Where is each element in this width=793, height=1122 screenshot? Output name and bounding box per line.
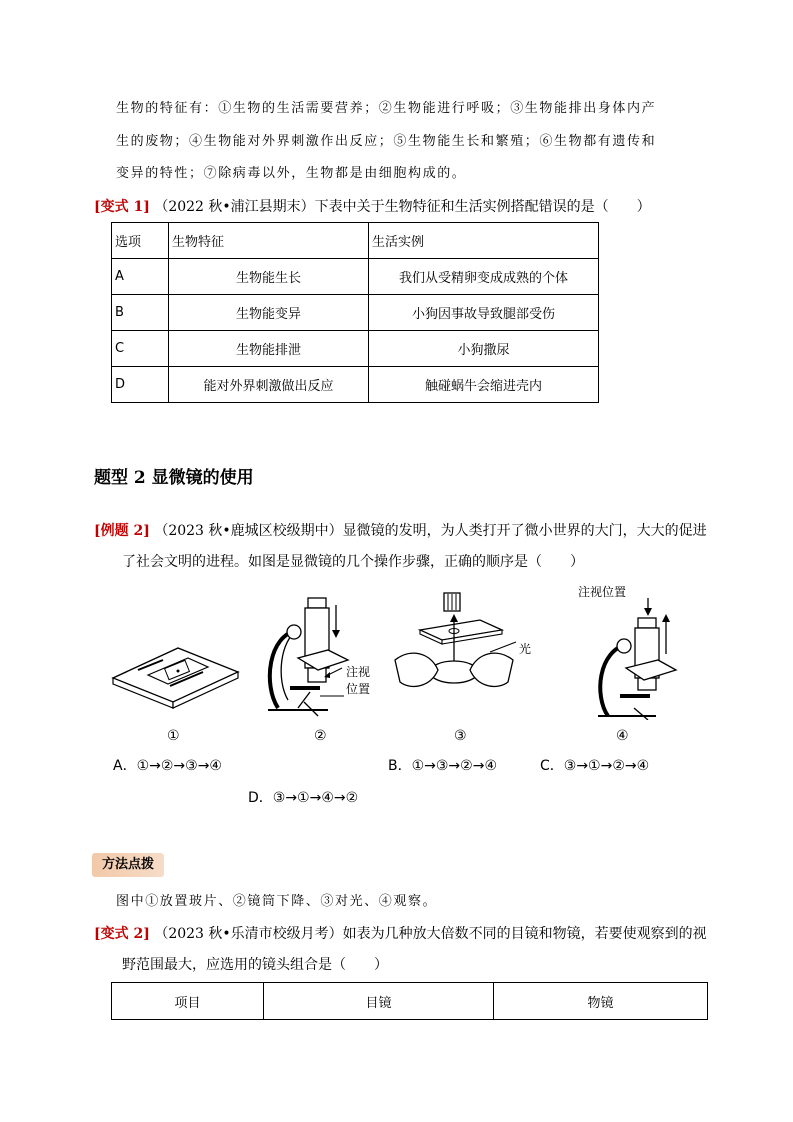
lens-table <box>111 982 708 1020</box>
option-d: D．③→①→④→② <box>248 790 359 806</box>
table-header-row <box>112 983 708 1020</box>
method-text: 图中①放置玻片、②镜筒下降、③对光、④观察。 <box>116 894 438 909</box>
table-cell: 生物能生长 <box>169 259 369 295</box>
explanation-line-3: 变异的特性；⑦除病毒以外，生物都是由细胞构成的。 <box>116 166 467 181</box>
annot-watch-2: 位置 <box>346 682 371 696</box>
table-cell: C <box>112 331 169 367</box>
table-cell: 触碰蜗牛会缩进壳内 <box>369 367 599 403</box>
option-a: A．①→②→③→④ <box>113 758 222 774</box>
section-heading: 题型 2 显微镜的使用 <box>94 468 254 488</box>
example2-line-1 <box>94 521 707 541</box>
table-header-cell: 目镜 <box>264 983 494 1020</box>
example2-text: （2023 秋•鹿城区校级期中）显微镜的发明，为人类打开了微小世界的大门，大大的促进 <box>154 523 707 539</box>
light-adjust-figure <box>390 590 540 700</box>
variant1-text: （2022 秋•浦江县期末）下表中关于生物特征和生活实例搭配错误的是（ ） <box>154 199 651 215</box>
table-cell: B <box>112 295 169 331</box>
variant2-text: （2023 秋•乐清市校级月考）如表为几种放大倍数不同的目镜和物镜，若要使观察到的视 <box>154 926 707 942</box>
figure-label-3: ③ <box>454 728 467 744</box>
table-row <box>112 295 599 331</box>
variant2-line-1 <box>94 924 707 944</box>
explanation-line-1: 生物的特征有：①生物的生活需要营养；②生物能进行呼吸；③生物能排出身体内产 <box>116 101 657 116</box>
variant2-tag: [变式 2] <box>94 926 150 942</box>
variant1-question <box>94 197 651 217</box>
table-header-cell: 生活实例 <box>369 223 599 259</box>
slide-placement-figure <box>108 620 243 710</box>
table-cell: D <box>112 367 169 403</box>
table-header-cell: 选项 <box>112 223 169 259</box>
table-cell: 能对外界刺激做出反应 <box>169 367 369 403</box>
figure-label-4: ④ <box>616 728 629 744</box>
option-b: B．①→③→②→④ <box>388 758 497 774</box>
explanation-line-2: 生的废物；④生物能对外界刺激作出反应；⑤生物能生长和繁殖；⑥生物都有遗传和 <box>116 134 657 149</box>
trait-example-table <box>111 222 599 403</box>
table-cell: 小狗撒尿 <box>369 331 599 367</box>
table-cell: 我们从受精卵变成成熟的个体 <box>369 259 599 295</box>
lower-tube-figure <box>258 590 388 720</box>
figure-label-2: ② <box>314 728 327 744</box>
observe-figure <box>580 598 690 720</box>
table-cell: 生物能排泄 <box>169 331 369 367</box>
annot-watch-top: 注视位置 <box>578 585 627 599</box>
table-row <box>112 367 599 403</box>
table-row <box>112 259 599 295</box>
table-cell: 小狗因事故导致腿部受伤 <box>369 295 599 331</box>
method-badge: 方法点拨 <box>92 853 164 877</box>
option-c: C．③→①→②→④ <box>540 758 650 774</box>
table-header-cell: 生物特征 <box>169 223 369 259</box>
example2-tag: [例题 2] <box>94 523 150 539</box>
example2-line-2: 了社会文明的进程。如图是显微镜的几个操作步骤，正确的顺序是（ ） <box>122 554 584 570</box>
table-header-cell: 项目 <box>112 983 264 1020</box>
annot-light: 光 <box>519 642 532 656</box>
table-cell: A <box>112 259 169 295</box>
variant1-tag: [变式 1] <box>94 199 150 215</box>
table-cell: 生物能变异 <box>169 295 369 331</box>
figure-label-1: ① <box>167 728 180 744</box>
annot-watch-1: 注视 <box>346 665 371 679</box>
variant2-line-2: 野范围最大，应选用的镜头组合是（ ） <box>122 957 388 973</box>
table-header-cell: 物镜 <box>494 983 708 1020</box>
table-row <box>112 331 599 367</box>
table-header-row <box>112 223 599 259</box>
